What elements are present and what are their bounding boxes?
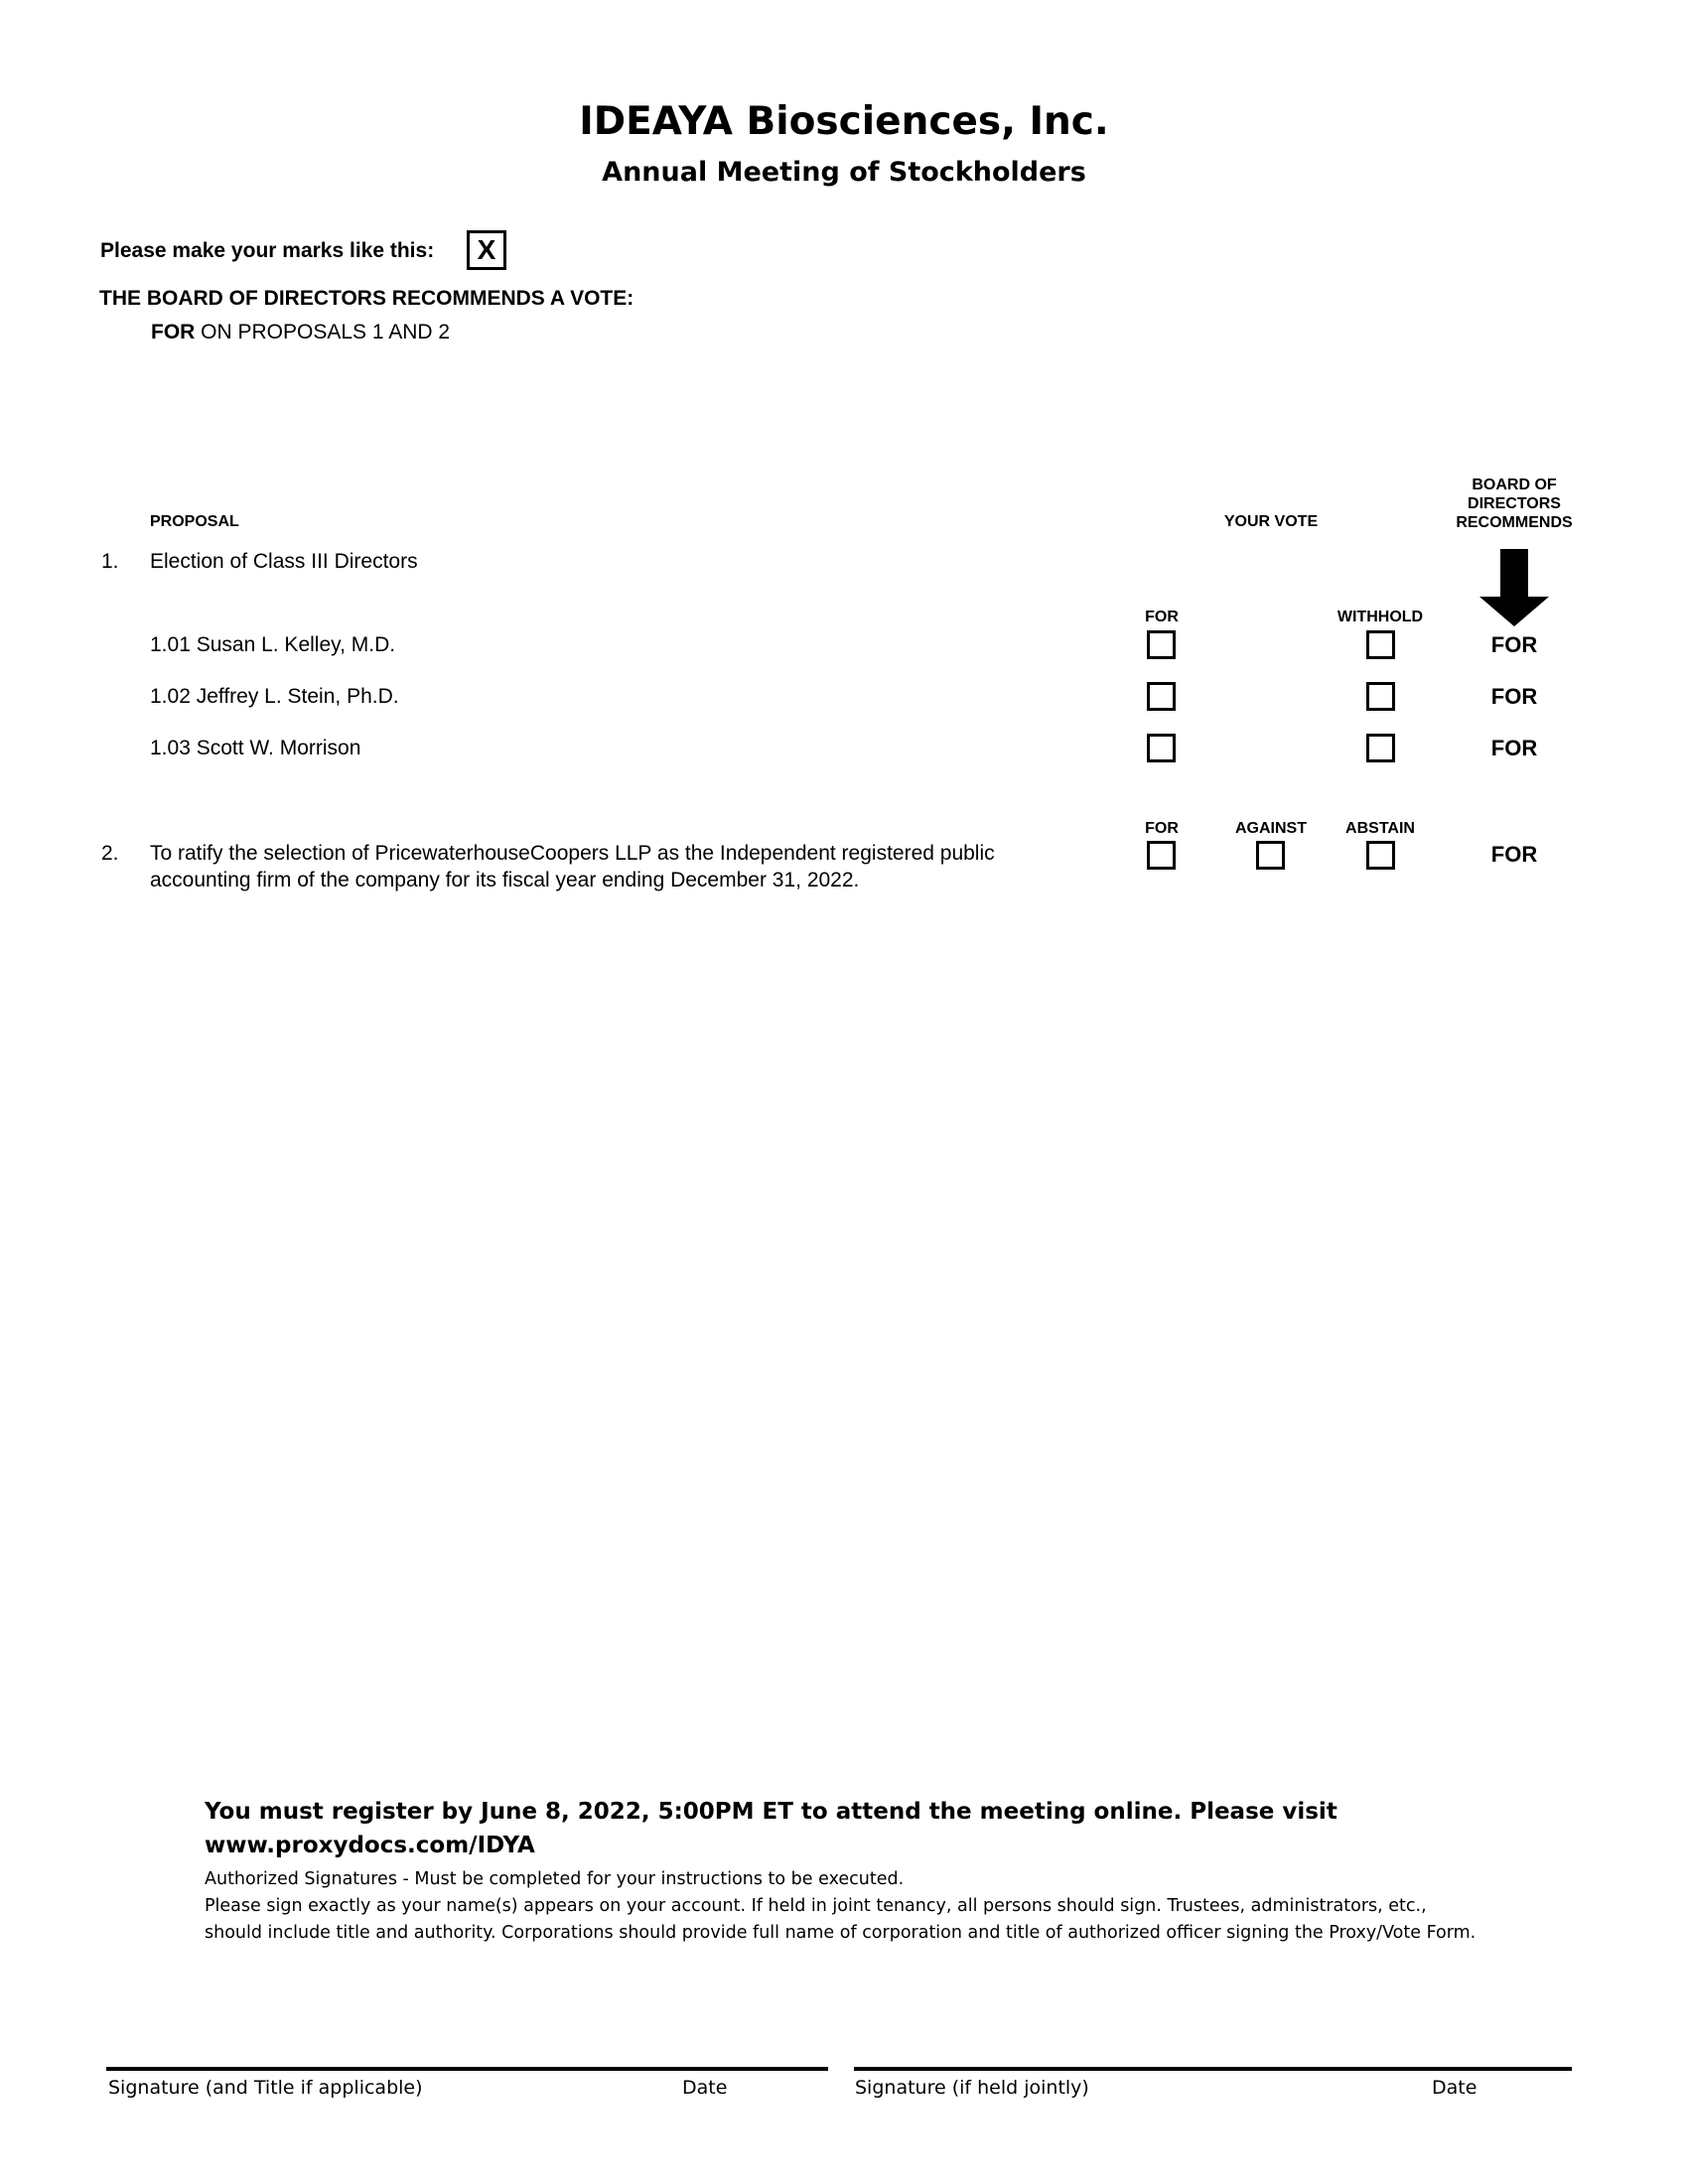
proposal-2-abstain-checkbox[interactable] <box>1366 841 1395 870</box>
nominee-1-01-for-checkbox[interactable] <box>1147 630 1176 659</box>
proposal-2-against-header: AGAINST <box>1235 820 1307 837</box>
nominee-1-03-name: 1.03 Scott W. Morrison <box>150 737 361 759</box>
marks-instruction: Please make your marks like this: <box>100 239 435 262</box>
nominee-1-03-withhold-checkbox[interactable] <box>1366 734 1395 762</box>
signature-line-2 <box>854 2067 1572 2071</box>
proposal-2-text-line2: accounting firm of the company for its fiscal year ending December 31, 2022. <box>150 869 860 891</box>
recommend-for-word: FOR <box>151 321 196 343</box>
meeting-subtitle: Annual Meeting of Stockholders <box>602 157 1086 188</box>
authorized-signatures-note: Authorized Signatures - Must be completed for your instructions to be executed. <box>205 1869 905 1889</box>
signature-1-label: Signature (and Title if applicable) <box>108 2077 423 2099</box>
proposal-1-for-header: FOR <box>1145 609 1179 625</box>
mark-example-box: X <box>467 230 506 270</box>
board-header-line1: BOARD OF <box>1472 477 1557 493</box>
proposal-2-for-checkbox[interactable] <box>1147 841 1176 870</box>
nominee-1-02-withhold-checkbox[interactable] <box>1366 682 1395 711</box>
proposal-2-for-header: FOR <box>1145 820 1179 837</box>
board-header-line2: DIRECTORS <box>1468 495 1561 512</box>
date-2-label: Date <box>1432 2077 1477 2099</box>
proposal-1-withhold-header: WITHHOLD <box>1336 609 1424 625</box>
proposal-2-abstain-header: ABSTAIN <box>1345 820 1415 837</box>
proposal-1-number: 1. <box>101 550 119 573</box>
register-notice-url: www.proxydocs.com/IDYA <box>205 1833 535 1858</box>
nominee-1-01-withhold-checkbox[interactable] <box>1366 630 1395 659</box>
date-1-label: Date <box>682 2077 728 2099</box>
nominee-1-01-recommendation: FOR <box>1490 632 1538 657</box>
recommend-proposals-text: ON PROPOSALS 1 AND 2 <box>195 321 451 343</box>
board-recommends-column-header <box>1435 476 1594 532</box>
proposal-1-title: Election of Class III Directors <box>150 550 418 573</box>
proposal-2-recommendation: FOR <box>1490 842 1538 867</box>
recommend-arrow-head-icon <box>1479 597 1549 626</box>
nominee-1-03-for-checkbox[interactable] <box>1147 734 1176 762</box>
recommend-arrow-icon <box>1500 549 1528 597</box>
proposal-column-header: PROPOSAL <box>150 513 239 530</box>
company-title: IDEAYA Biosciences, Inc. <box>579 99 1109 144</box>
nominee-1-01-name: 1.01 Susan L. Kelley, M.D. <box>150 633 396 656</box>
nominee-1-02-for-checkbox[interactable] <box>1147 682 1176 711</box>
proposal-2-text-line1: To ratify the selection of PricewaterhouseCoopers LLP as the Independent registered public <box>150 842 995 865</box>
nominee-1-03-recommendation: FOR <box>1490 736 1538 760</box>
register-notice-line1: You must register by June 8, 2022, 5:00PM ET to attend the meeting online. Please visit <box>205 1799 1337 1825</box>
board-recommendation-line <box>151 321 450 344</box>
nominee-1-02-name: 1.02 Jeffrey L. Stein, Ph.D. <box>150 685 399 708</box>
signature-line-1 <box>106 2067 828 2071</box>
board-recommendation-heading: THE BOARD OF DIRECTORS RECOMMENDS A VOTE: <box>99 287 634 310</box>
proposal-2-against-checkbox[interactable] <box>1256 841 1285 870</box>
signature-2-label: Signature (if held jointly) <box>855 2077 1089 2099</box>
board-header-line3: RECOMMENDS <box>1456 514 1573 531</box>
your-vote-column-header: YOUR VOTE <box>1223 513 1319 530</box>
signing-instructions: Please sign exactly as your name(s) appears on your account. If held in joint tenancy, all persons should sign. Trustees, administrators, etc., should include title and authority. Corporations should provide full name of corporation and title of authorized officer signing the Proxy/Vote Form. <box>205 1896 1477 1943</box>
nominee-1-02-recommendation: FOR <box>1490 684 1538 709</box>
proposal-2-number: 2. <box>101 842 119 865</box>
